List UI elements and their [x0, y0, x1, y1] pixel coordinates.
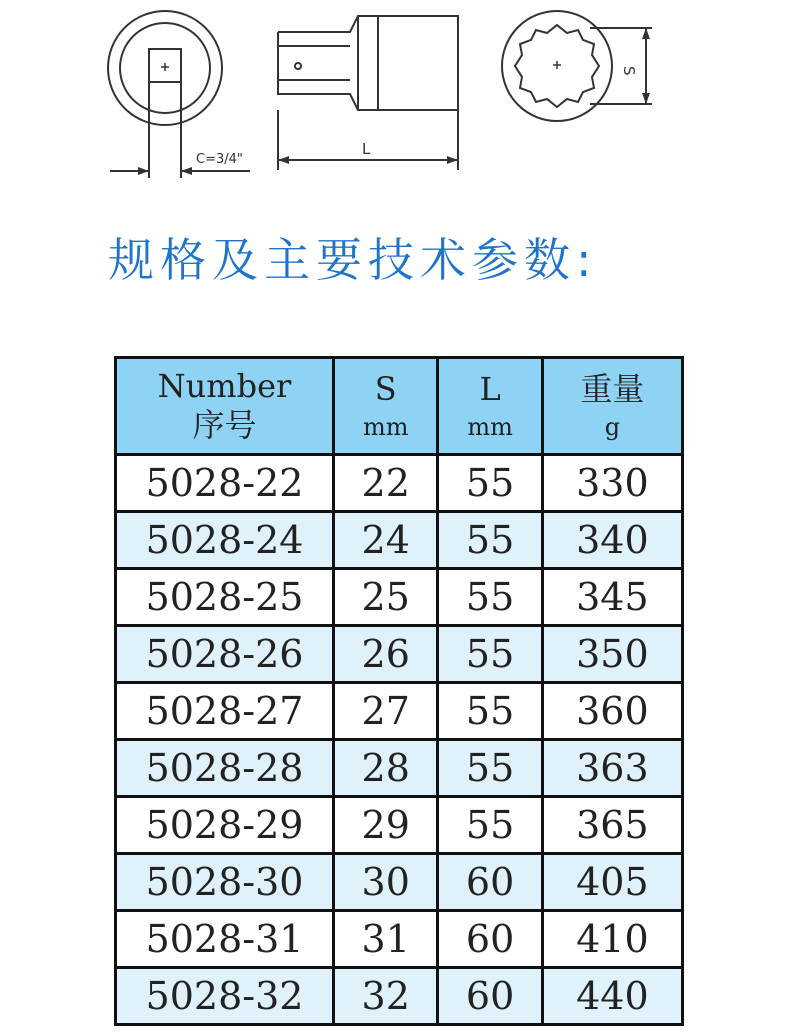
cell-number: 5028-28 — [116, 740, 334, 797]
cell-number: 5028-26 — [116, 626, 334, 683]
cell-l: 55 — [438, 455, 542, 512]
cell-s: 22 — [334, 455, 438, 512]
header-l-unit: mm — [467, 412, 513, 441]
cell-l: 55 — [438, 626, 542, 683]
cell-l: 55 — [438, 797, 542, 854]
table-row — [116, 968, 683, 1025]
cell-weight: 340 — [542, 512, 682, 569]
cell-number: 5028-27 — [116, 683, 334, 740]
table-header-row — [116, 358, 683, 455]
header-weight — [542, 358, 682, 455]
cell-weight: 330 — [542, 455, 682, 512]
table-row — [116, 455, 683, 512]
cell-weight: 360 — [542, 683, 682, 740]
cell-weight: 345 — [542, 569, 682, 626]
cell-number: 5028-22 — [116, 455, 334, 512]
length-label: L — [362, 140, 371, 158]
cell-number: 5028-25 — [116, 569, 334, 626]
cell-number: 5028-31 — [116, 911, 334, 968]
header-s-unit: mm — [362, 412, 409, 441]
cell-l: 55 — [438, 740, 542, 797]
size-label: S — [620, 66, 638, 76]
drive-size-label: C=3/4" — [196, 152, 243, 167]
socket-technical-drawings — [0, 0, 790, 200]
table-row — [116, 569, 683, 626]
cell-s: 27 — [334, 683, 438, 740]
cell-s: 29 — [334, 797, 438, 854]
cell-s: 28 — [334, 740, 438, 797]
table-row — [116, 797, 683, 854]
header-s-label: S — [374, 369, 397, 408]
header-number-label: Number — [157, 367, 292, 406]
cell-s: 30 — [334, 854, 438, 911]
header-l-label: L — [479, 369, 501, 408]
table-row — [116, 626, 683, 683]
cell-s: 26 — [334, 626, 438, 683]
cell-number: 5028-29 — [116, 797, 334, 854]
cell-s: 31 — [334, 911, 438, 968]
cell-l: 55 — [438, 683, 542, 740]
cell-s: 25 — [334, 569, 438, 626]
cell-number: 5028-24 — [116, 512, 334, 569]
table-row — [116, 911, 683, 968]
cell-number: 5028-30 — [116, 854, 334, 911]
table-row — [116, 740, 683, 797]
cell-weight: 363 — [542, 740, 682, 797]
header-number-sub: 序号 — [192, 406, 257, 444]
header-number — [116, 358, 334, 455]
cell-weight: 440 — [542, 968, 682, 1025]
cell-weight: 350 — [542, 626, 682, 683]
header-s — [334, 358, 438, 455]
cell-l: 60 — [438, 911, 542, 968]
cell-l: 60 — [438, 968, 542, 1025]
spec-table-body — [116, 455, 683, 1025]
table-row — [116, 683, 683, 740]
header-l — [438, 358, 542, 455]
header-weight-label: 重量 — [580, 369, 645, 408]
cell-l: 60 — [438, 854, 542, 911]
cell-s: 32 — [334, 968, 438, 1025]
table-row — [116, 854, 683, 911]
cell-number: 5028-32 — [116, 968, 334, 1025]
cell-s: 24 — [334, 512, 438, 569]
spec-table — [114, 356, 684, 1026]
cell-l: 55 — [438, 512, 542, 569]
spec-heading: 规格及主要技术参数: — [108, 233, 598, 287]
cell-weight: 365 — [542, 797, 682, 854]
cell-weight: 410 — [542, 911, 682, 968]
table-row — [116, 512, 683, 569]
cell-weight: 405 — [542, 854, 682, 911]
header-weight-unit: g — [604, 412, 621, 441]
cell-l: 55 — [438, 569, 542, 626]
